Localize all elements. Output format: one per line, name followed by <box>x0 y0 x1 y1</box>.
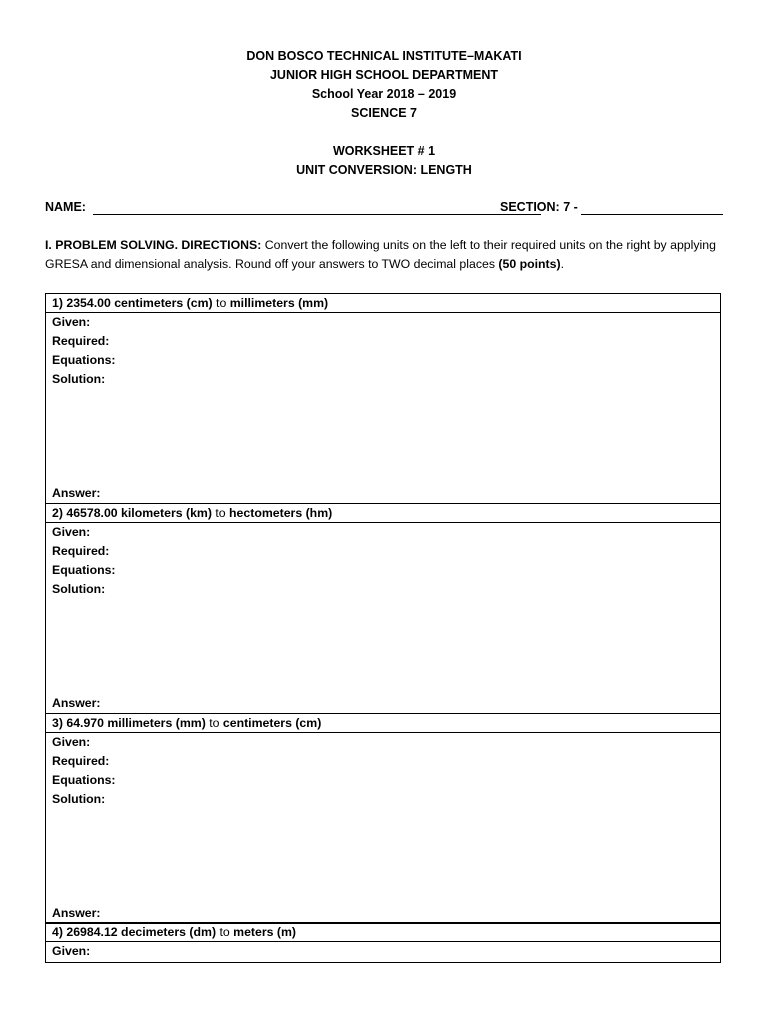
equations-label: Equations: <box>52 773 116 787</box>
problem-source: 1) 2354.00 centimeters (cm) <box>52 296 213 310</box>
section-label: SECTION: 7 - <box>500 200 578 214</box>
problem-source: 4) 26984.12 decimeters (dm) <box>52 925 217 939</box>
name-blank-line[interactable] <box>93 214 541 215</box>
subject-title: SCIENCE 7 <box>351 106 417 120</box>
department-title: JUNIOR HIGH SCHOOL DEPARTMENT <box>269 68 499 82</box>
worksheet-topic: UNIT CONVERSION: LENGTH <box>296 163 472 177</box>
required-label: Required: <box>52 544 110 558</box>
problem-source: 3) 64.970 millimeters (mm) <box>52 716 206 730</box>
institute-title: DON BOSCO TECHNICAL INSTITUTE–MAKATI <box>246 49 522 63</box>
problem-target: hectometers (hm) <box>229 506 333 520</box>
solution-label: Solution: <box>52 372 106 386</box>
problem-box-1 <box>45 293 721 504</box>
school-year: School Year 2018 – 2019 <box>311 87 457 101</box>
directions-paragraph <box>45 236 735 274</box>
problem-box-3 <box>45 713 721 924</box>
given-label: Given: <box>52 315 91 329</box>
name-label: NAME: <box>45 200 86 214</box>
problem-to: to <box>205 716 223 730</box>
problem-box-4 <box>45 922 721 963</box>
problem-answer-area[interactable] <box>46 313 720 503</box>
problem-title <box>46 504 720 523</box>
problem-target: centimeters (cm) <box>222 716 322 730</box>
required-label: Required: <box>52 754 110 768</box>
problem-box-2 <box>45 503 721 714</box>
required-label: Required: <box>52 334 110 348</box>
problem-title <box>46 294 720 313</box>
given-label: Given: <box>52 944 91 958</box>
equations-label: Equations: <box>52 563 116 577</box>
problem-target: meters (m) <box>233 925 297 939</box>
answer-label: Answer: <box>52 696 101 710</box>
directions-heading: I. PROBLEM SOLVING. DIRECTIONS: <box>45 238 262 252</box>
solution-label: Solution: <box>52 792 106 806</box>
student-info-row <box>45 200 725 218</box>
answer-label: Answer: <box>52 906 101 920</box>
problem-to: to <box>216 925 234 939</box>
problem-to: to <box>212 296 230 310</box>
problem-answer-area[interactable] <box>46 942 720 962</box>
problem-answer-area[interactable] <box>46 733 720 923</box>
problem-target: millimeters (mm) <box>229 296 329 310</box>
directions-end: . <box>560 257 564 271</box>
worksheet-number: WORKSHEET # 1 <box>332 144 436 158</box>
given-label: Given: <box>52 525 91 539</box>
problem-title <box>46 923 720 942</box>
points-label: (50 points) <box>498 257 561 271</box>
problem-answer-area[interactable] <box>46 523 720 713</box>
problem-title <box>46 714 720 733</box>
equations-label: Equations: <box>52 353 116 367</box>
given-label: Given: <box>52 735 91 749</box>
problem-to: to <box>211 506 230 520</box>
problem-source: 2) 46578.00 kilometers (km) <box>52 506 212 520</box>
directions-text: Convert the following units on the left to their required units on the right by applying GRESA and dimensional analysis. Round off your answers to TWO decimal places <box>45 238 716 271</box>
section-blank-line[interactable] <box>581 214 723 215</box>
answer-label: Answer: <box>52 486 101 500</box>
solution-label: Solution: <box>52 582 106 596</box>
